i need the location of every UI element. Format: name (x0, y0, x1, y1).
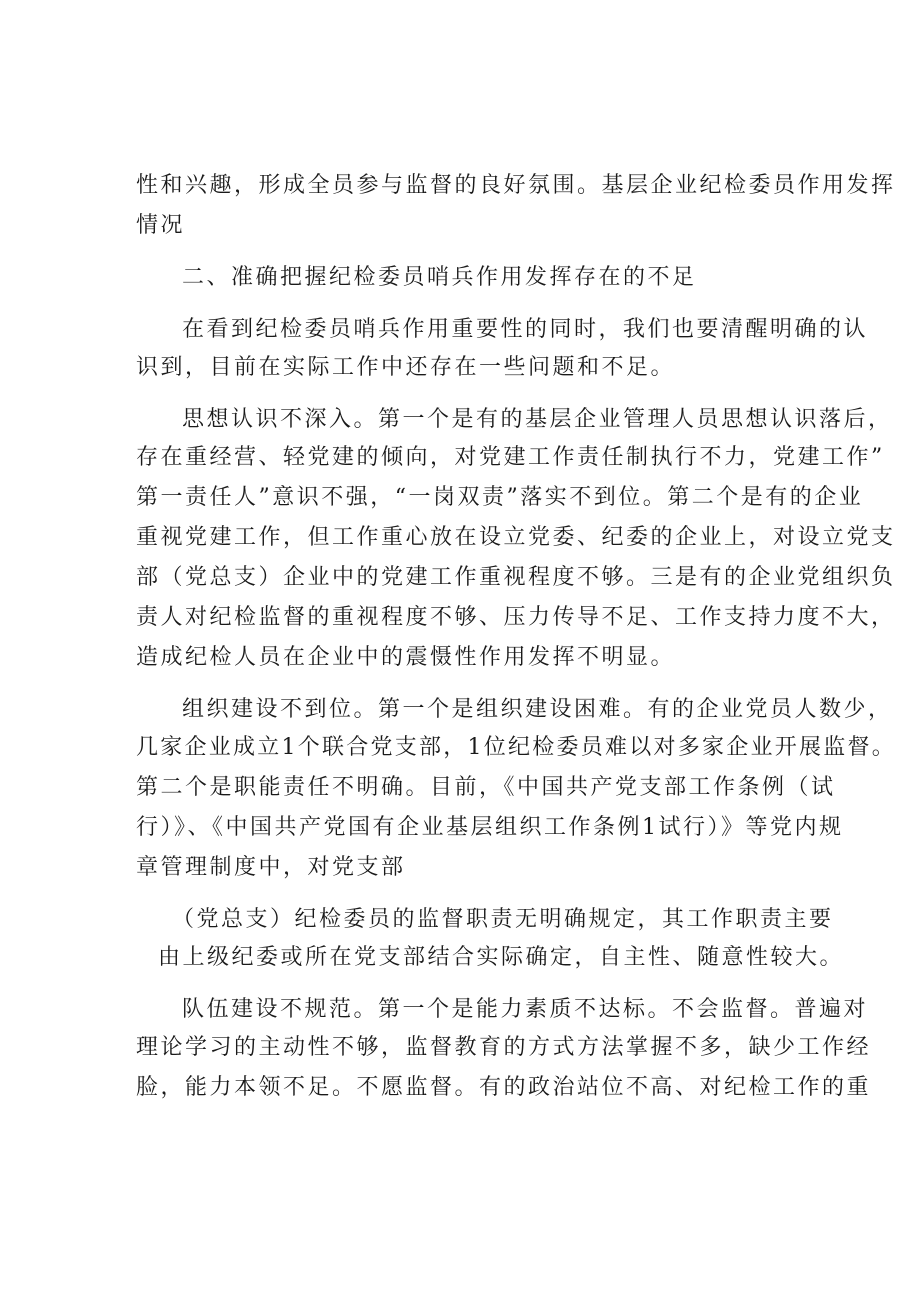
text-line: 思想认识不深入。第一个是有的基层企业管理人员思想认识落后， (182, 407, 893, 432)
text-line: 行）》、《中国共产党国有企业基层组织工作条例1试行）》等党内规 (136, 815, 844, 840)
text-line: 章管理制度中，对党支部 (136, 855, 406, 880)
text-line: 由上级纪委或所在党支部结合实际确定，自主性、随意性较大。 (158, 945, 845, 970)
text-line: 组织建设不到位。第一个是组织建设困难。有的企业党员人数少， (182, 697, 893, 722)
text-line: 部（党总支）企业中的党建工作重视程度不够。三是有的企业党组织负 (136, 565, 896, 590)
text-line: 情况 (136, 213, 186, 238)
text-line: 性和兴趣，形成全员参与监督的良好氛围。基层企业纪检委员作用发挥 (136, 173, 896, 198)
text-line: 在看到纪检委员哨兵作用重要性的同时，我们也要清醒明确的认 (182, 317, 869, 342)
section-heading: 二、准确把握纪检委员哨兵作用发挥存在的不足 (182, 265, 697, 290)
text-line: 队伍建设不规范。第一个是能力素质不达标。不会监督。普遍对 (182, 997, 869, 1022)
text-line: 第一责任人”意识不强，“一岗双责”落实不到位。第二个是有的企业 (136, 485, 864, 510)
text-line: 存在重经营、轻党建的倾向，对党建工作责任制执行不力，党建工作” (136, 445, 885, 470)
text-line: 第二个是职能责任不明确。目前，《中国共产党支部工作条例（试 (136, 775, 836, 800)
text-line: 理论学习的主动性不够，监督教育的方式方法掌握不多，缺少工作经 (136, 1035, 872, 1060)
text-line: 脸，能力本领不足。不愿监督。有的政治站位不高、对纪检工作的重 (136, 1075, 872, 1100)
text-line: 几家企业成立1个联合党支部，1位纪检委员难以对多家企业开展监督。 (136, 735, 896, 760)
text-line: 造成纪检人员在企业中的震慑性作用发挥不明显。 (136, 645, 676, 670)
text-line: 识到，目前在实际工作中还存在一些问题和不足。 (136, 355, 676, 380)
text-line: 责人对纪检监督的重视程度不够、压力传导不足、工作支持力度不大， (136, 605, 896, 630)
text-line: （党总支）纪检委员的监督职责无明确规定，其工作职责主要 (172, 907, 834, 932)
text-line: 重视党建工作，但工作重心放在设立党委、纪委的企业上，对设立党支 (136, 525, 896, 550)
